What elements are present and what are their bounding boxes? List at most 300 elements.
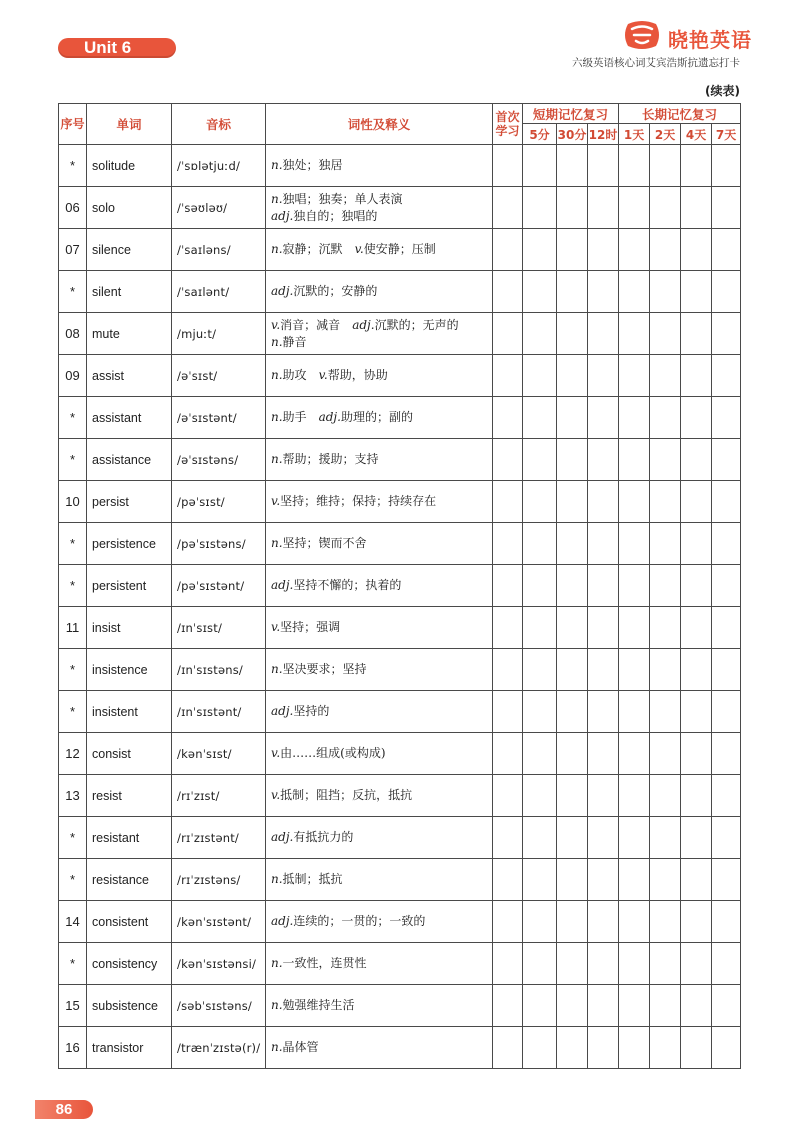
- row-word: transistor: [87, 1027, 172, 1069]
- row-definition: [266, 439, 493, 481]
- row-definition: [266, 313, 493, 355]
- review-checkbox-cell: [588, 649, 619, 691]
- review-checkbox-cell: [650, 817, 681, 859]
- review-checkbox-cell: [681, 229, 712, 271]
- table-row: [59, 397, 741, 439]
- part-of-speech: adj.: [271, 704, 294, 718]
- row-definition: [266, 733, 493, 775]
- row-seq: *: [59, 691, 87, 733]
- review-checkbox-cell: [650, 523, 681, 565]
- review-checkbox-cell: [650, 229, 681, 271]
- meaning-text: 帮助；援助；支持: [282, 452, 379, 466]
- row-seq: *: [59, 397, 87, 439]
- review-checkbox-cell: [557, 439, 588, 481]
- header-interval-1day: 1天: [619, 124, 650, 145]
- review-checkbox-cell: [523, 439, 557, 481]
- row-word: persistent: [87, 565, 172, 607]
- review-checkbox-cell: [650, 481, 681, 523]
- review-checkbox-cell: [588, 733, 619, 775]
- review-checkbox-cell: [557, 481, 588, 523]
- table-row: [59, 523, 741, 565]
- review-checkbox-cell: [493, 313, 523, 355]
- vocabulary-table: [58, 103, 741, 1069]
- review-checkbox-cell: [557, 397, 588, 439]
- review-checkbox-cell: [619, 481, 650, 523]
- meaning-text: 静音: [282, 334, 307, 349]
- review-checkbox-cell: [619, 985, 650, 1027]
- part-of-speech: v.: [354, 242, 364, 256]
- table-row: [59, 817, 741, 859]
- review-checkbox-cell: [712, 649, 741, 691]
- row-seq: *: [59, 523, 87, 565]
- review-checkbox-cell: [557, 523, 588, 565]
- review-checkbox-cell: [650, 187, 681, 229]
- meaning-text: 坚持；强调: [280, 620, 341, 634]
- row-seq: *: [59, 649, 87, 691]
- row-ipa: /kənˈsɪstənsi/: [172, 943, 266, 985]
- review-checkbox-cell: [681, 439, 712, 481]
- row-seq: 09: [59, 355, 87, 397]
- row-word: subsistence: [87, 985, 172, 1027]
- row-ipa: /səbˈsɪstəns/: [172, 985, 266, 1027]
- review-checkbox-cell: [493, 523, 523, 565]
- review-checkbox-cell: [588, 943, 619, 985]
- row-definition: [266, 691, 493, 733]
- meaning-text: 助攻: [282, 368, 319, 382]
- review-checkbox-cell: [712, 145, 741, 187]
- review-checkbox-cell: [523, 1027, 557, 1069]
- review-checkbox-cell: [588, 271, 619, 313]
- table-row: [59, 901, 741, 943]
- review-checkbox-cell: [681, 649, 712, 691]
- review-checkbox-cell: [588, 985, 619, 1027]
- review-checkbox-cell: [493, 439, 523, 481]
- row-seq: *: [59, 439, 87, 481]
- review-checkbox-cell: [712, 229, 741, 271]
- row-ipa: /əˈsɪstəns/: [172, 439, 266, 481]
- review-checkbox-cell: [712, 187, 741, 229]
- row-definition: [266, 649, 493, 691]
- review-checkbox-cell: [619, 523, 650, 565]
- row-definition: [266, 523, 493, 565]
- review-checkbox-cell: [650, 355, 681, 397]
- review-checkbox-cell: [681, 775, 712, 817]
- review-checkbox-cell: [557, 649, 588, 691]
- review-checkbox-cell: [650, 901, 681, 943]
- row-ipa: /rɪˈzɪstənt/: [172, 817, 266, 859]
- row-seq: 07: [59, 229, 87, 271]
- review-checkbox-cell: [681, 271, 712, 313]
- row-ipa: /pəˈsɪst/: [172, 481, 266, 523]
- row-ipa: /ɪnˈsɪstəns/: [172, 649, 266, 691]
- review-checkbox-cell: [681, 565, 712, 607]
- row-seq: *: [59, 565, 87, 607]
- review-checkbox-cell: [523, 691, 557, 733]
- book-subtitle: 六级英语核心词艾宾浩斯抗遗忘打卡: [572, 57, 740, 69]
- meaning-text: 沉默的；无声的: [374, 317, 459, 332]
- review-checkbox-cell: [619, 439, 650, 481]
- row-word: assistant: [87, 397, 172, 439]
- part-of-speech: n.: [271, 191, 283, 206]
- row-definition: [266, 229, 493, 271]
- row-word: resistant: [87, 817, 172, 859]
- review-checkbox-cell: [588, 187, 619, 229]
- review-checkbox-cell: [523, 565, 557, 607]
- row-seq: 15: [59, 985, 87, 1027]
- table-row: [59, 985, 741, 1027]
- review-checkbox-cell: [619, 649, 650, 691]
- review-checkbox-cell: [681, 397, 712, 439]
- review-checkbox-cell: [493, 649, 523, 691]
- meaning-text: 坚持的: [293, 704, 330, 718]
- part-of-speech: n.: [271, 368, 283, 382]
- row-ipa: /trænˈzɪstə(r)/: [172, 1027, 266, 1069]
- review-checkbox-cell: [493, 397, 523, 439]
- table-row: [59, 691, 741, 733]
- row-seq: *: [59, 943, 87, 985]
- review-checkbox-cell: [650, 607, 681, 649]
- review-checkbox-cell: [619, 859, 650, 901]
- row-word: consistency: [87, 943, 172, 985]
- review-checkbox-cell: [493, 187, 523, 229]
- review-checkbox-cell: [588, 397, 619, 439]
- review-checkbox-cell: [557, 901, 588, 943]
- part-of-speech: n.: [271, 662, 283, 676]
- table-row: [59, 481, 741, 523]
- review-checkbox-cell: [681, 607, 712, 649]
- review-checkbox-cell: [493, 943, 523, 985]
- review-checkbox-cell: [493, 1027, 523, 1069]
- review-checkbox-cell: [523, 985, 557, 1027]
- meaning-text: 坚持不懈的；执着的: [293, 578, 402, 592]
- review-checkbox-cell: [681, 145, 712, 187]
- part-of-speech: n.: [271, 872, 283, 886]
- review-checkbox-cell: [681, 985, 712, 1027]
- header-first-study-label: 首次学习: [495, 110, 520, 138]
- row-ipa: /rɪˈzɪstəns/: [172, 859, 266, 901]
- review-checkbox-cell: [619, 817, 650, 859]
- row-word: silent: [87, 271, 172, 313]
- row-definition: [266, 1027, 493, 1069]
- review-checkbox-cell: [493, 901, 523, 943]
- part-of-speech: v.: [271, 317, 281, 332]
- part-of-speech: n.: [271, 158, 283, 172]
- row-definition: [266, 607, 493, 649]
- review-checkbox-cell: [588, 691, 619, 733]
- row-word: persistence: [87, 523, 172, 565]
- header-ipa: 音标: [172, 104, 266, 145]
- review-checkbox-cell: [523, 523, 557, 565]
- table-row: [59, 943, 741, 985]
- review-checkbox-cell: [588, 229, 619, 271]
- row-ipa: /ˈsəʊləʊ/: [172, 187, 266, 229]
- meaning-text: 消音；减音: [280, 317, 353, 332]
- review-checkbox-cell: [650, 565, 681, 607]
- review-checkbox-cell: [712, 775, 741, 817]
- table-row: [59, 565, 741, 607]
- review-checkbox-cell: [557, 229, 588, 271]
- table-row: [59, 1027, 741, 1069]
- row-definition: [266, 817, 493, 859]
- part-of-speech: n.: [271, 242, 283, 256]
- review-checkbox-cell: [557, 565, 588, 607]
- review-checkbox-cell: [619, 313, 650, 355]
- review-checkbox-cell: [681, 859, 712, 901]
- review-checkbox-cell: [712, 565, 741, 607]
- review-checkbox-cell: [681, 355, 712, 397]
- row-definition: [266, 187, 493, 229]
- table-row: [59, 439, 741, 481]
- row-word: assist: [87, 355, 172, 397]
- review-checkbox-cell: [557, 859, 588, 901]
- review-checkbox-cell: [619, 691, 650, 733]
- row-word: insistent: [87, 691, 172, 733]
- row-ipa: /rɪˈzɪst/: [172, 775, 266, 817]
- row-definition: [266, 397, 493, 439]
- review-checkbox-cell: [619, 1027, 650, 1069]
- meaning-text: 独唱；独奏；单人表演: [282, 191, 403, 206]
- part-of-speech: v.: [318, 368, 328, 382]
- row-word: consistent: [87, 901, 172, 943]
- row-seq: *: [59, 145, 87, 187]
- review-checkbox-cell: [681, 733, 712, 775]
- header-interval-30min: 30分: [557, 124, 588, 145]
- review-checkbox-cell: [493, 859, 523, 901]
- row-ipa: /əˈsɪst/: [172, 355, 266, 397]
- review-checkbox-cell: [619, 733, 650, 775]
- header-short-term: 短期记忆复习: [523, 104, 619, 124]
- row-seq: 10: [59, 481, 87, 523]
- review-checkbox-cell: [588, 355, 619, 397]
- part-of-speech: adj.: [271, 284, 294, 298]
- review-checkbox-cell: [523, 145, 557, 187]
- review-checkbox-cell: [681, 481, 712, 523]
- row-seq: 11: [59, 607, 87, 649]
- row-seq: 12: [59, 733, 87, 775]
- review-checkbox-cell: [588, 145, 619, 187]
- review-checkbox-cell: [712, 355, 741, 397]
- review-checkbox-cell: [493, 355, 523, 397]
- review-checkbox-cell: [493, 733, 523, 775]
- unit-badge: Unit 6: [58, 38, 176, 58]
- review-checkbox-cell: [588, 313, 619, 355]
- review-checkbox-cell: [493, 565, 523, 607]
- review-checkbox-cell: [523, 397, 557, 439]
- part-of-speech: n.: [271, 1040, 283, 1054]
- review-checkbox-cell: [588, 481, 619, 523]
- part-of-speech: v.: [271, 620, 281, 634]
- row-ipa: /kənˈsɪstənt/: [172, 901, 266, 943]
- review-checkbox-cell: [493, 817, 523, 859]
- review-checkbox-cell: [557, 691, 588, 733]
- review-checkbox-cell: [588, 565, 619, 607]
- meaning-text: 沉默的；安静的: [293, 284, 378, 298]
- review-checkbox-cell: [493, 691, 523, 733]
- row-word: mute: [87, 313, 172, 355]
- meaning-text: 勉强维持生活: [282, 998, 355, 1012]
- review-checkbox-cell: [557, 943, 588, 985]
- review-checkbox-cell: [619, 229, 650, 271]
- review-checkbox-cell: [523, 313, 557, 355]
- row-seq: 06: [59, 187, 87, 229]
- meaning-text: 晶体管: [282, 1040, 319, 1054]
- review-checkbox-cell: [681, 313, 712, 355]
- review-checkbox-cell: [650, 775, 681, 817]
- table-row: [59, 859, 741, 901]
- review-checkbox-cell: [557, 313, 588, 355]
- row-definition: [266, 565, 493, 607]
- part-of-speech: adj.: [352, 317, 375, 332]
- review-checkbox-cell: [619, 355, 650, 397]
- row-ipa: /ˈsɒlətjuːd/: [172, 145, 266, 187]
- review-checkbox-cell: [493, 607, 523, 649]
- review-checkbox-cell: [619, 607, 650, 649]
- review-checkbox-cell: [557, 1027, 588, 1069]
- part-of-speech: v.: [271, 746, 281, 760]
- review-checkbox-cell: [650, 691, 681, 733]
- part-of-speech: n.: [271, 998, 283, 1012]
- review-checkbox-cell: [557, 607, 588, 649]
- part-of-speech: n.: [271, 410, 283, 424]
- row-ipa: /ˈsaɪlənt/: [172, 271, 266, 313]
- review-checkbox-cell: [650, 985, 681, 1027]
- part-of-speech: adj.: [318, 410, 341, 424]
- review-checkbox-cell: [681, 817, 712, 859]
- row-definition: [266, 775, 493, 817]
- review-checkbox-cell: [712, 817, 741, 859]
- review-checkbox-cell: [588, 1027, 619, 1069]
- table-row: [59, 145, 741, 187]
- review-checkbox-cell: [523, 607, 557, 649]
- page-number: 86: [35, 1100, 93, 1119]
- header-interval-2day: 2天: [650, 124, 681, 145]
- review-checkbox-cell: [650, 145, 681, 187]
- review-checkbox-cell: [523, 229, 557, 271]
- review-checkbox-cell: [557, 271, 588, 313]
- review-checkbox-cell: [523, 817, 557, 859]
- table-row: [59, 775, 741, 817]
- review-checkbox-cell: [650, 397, 681, 439]
- row-word: resist: [87, 775, 172, 817]
- table-row: [59, 187, 741, 229]
- part-of-speech: n.: [271, 334, 283, 349]
- review-checkbox-cell: [619, 145, 650, 187]
- part-of-speech: n.: [271, 956, 283, 970]
- review-checkbox-cell: [523, 859, 557, 901]
- row-definition: [266, 901, 493, 943]
- part-of-speech: adj.: [271, 578, 294, 592]
- row-word: solo: [87, 187, 172, 229]
- row-word: consist: [87, 733, 172, 775]
- meaning-text: 有抵抗力的: [293, 830, 354, 844]
- row-word: resistance: [87, 859, 172, 901]
- review-checkbox-cell: [712, 901, 741, 943]
- review-checkbox-cell: [523, 187, 557, 229]
- review-checkbox-cell: [712, 481, 741, 523]
- review-checkbox-cell: [557, 733, 588, 775]
- header-interval-4day: 4天: [681, 124, 712, 145]
- review-checkbox-cell: [557, 775, 588, 817]
- meaning-text: 坚持；维持；保持；持续存在: [280, 494, 437, 508]
- review-checkbox-cell: [493, 229, 523, 271]
- review-checkbox-cell: [681, 691, 712, 733]
- row-ipa: /ˈsaɪləns/: [172, 229, 266, 271]
- meaning-text: 一致性，连贯性: [282, 956, 367, 970]
- review-checkbox-cell: [588, 775, 619, 817]
- table-header-row: [59, 104, 741, 124]
- row-seq: *: [59, 859, 87, 901]
- review-checkbox-cell: [650, 1027, 681, 1069]
- row-ipa: /mjuːt/: [172, 313, 266, 355]
- row-word: assistance: [87, 439, 172, 481]
- review-checkbox-cell: [557, 817, 588, 859]
- review-checkbox-cell: [712, 397, 741, 439]
- meaning-text: 独处；独居: [282, 158, 343, 172]
- review-checkbox-cell: [650, 649, 681, 691]
- meaning-text: 坚持；锲而不舍: [282, 536, 367, 550]
- meaning-text: 助理的；副的: [340, 410, 413, 424]
- row-definition: [266, 481, 493, 523]
- review-checkbox-cell: [619, 943, 650, 985]
- review-checkbox-cell: [650, 859, 681, 901]
- review-checkbox-cell: [650, 271, 681, 313]
- review-checkbox-cell: [681, 523, 712, 565]
- meaning-text: 使安静；压制: [363, 242, 436, 256]
- review-checkbox-cell: [712, 607, 741, 649]
- review-checkbox-cell: [712, 523, 741, 565]
- review-checkbox-cell: [681, 187, 712, 229]
- row-seq: 08: [59, 313, 87, 355]
- header-long-term: 长期记忆复习: [619, 104, 741, 124]
- part-of-speech: adj.: [271, 208, 294, 223]
- review-checkbox-cell: [493, 775, 523, 817]
- review-checkbox-cell: [619, 901, 650, 943]
- table-row: [59, 271, 741, 313]
- meaning-text: 抵制；抵抗: [282, 872, 343, 886]
- review-checkbox-cell: [712, 439, 741, 481]
- review-checkbox-cell: [588, 439, 619, 481]
- review-checkbox-cell: [523, 775, 557, 817]
- review-checkbox-cell: [493, 985, 523, 1027]
- table-row: [59, 649, 741, 691]
- review-checkbox-cell: [493, 481, 523, 523]
- meaning-text: 寂静；沉默: [282, 242, 355, 256]
- review-checkbox-cell: [619, 187, 650, 229]
- row-definition: [266, 943, 493, 985]
- row-seq: *: [59, 817, 87, 859]
- meaning-text: 由……组成(或构成): [280, 746, 386, 760]
- header-interval-5min: 5分: [523, 124, 557, 145]
- review-checkbox-cell: [588, 607, 619, 649]
- review-checkbox-cell: [523, 355, 557, 397]
- row-definition: [266, 355, 493, 397]
- meaning-text: 连续的；一贯的；一致的: [293, 914, 426, 928]
- table-row: [59, 229, 741, 271]
- review-checkbox-cell: [557, 985, 588, 1027]
- review-checkbox-cell: [681, 901, 712, 943]
- row-ipa: /kənˈsɪst/: [172, 733, 266, 775]
- row-word: silence: [87, 229, 172, 271]
- review-checkbox-cell: [588, 817, 619, 859]
- header-interval-12h: 12时: [588, 124, 619, 145]
- review-checkbox-cell: [588, 523, 619, 565]
- header-seq: [59, 104, 87, 145]
- part-of-speech: adj.: [271, 830, 294, 844]
- part-of-speech: adj.: [271, 914, 294, 928]
- row-ipa: /ɪnˈsɪst/: [172, 607, 266, 649]
- review-checkbox-cell: [619, 271, 650, 313]
- row-definition: [266, 859, 493, 901]
